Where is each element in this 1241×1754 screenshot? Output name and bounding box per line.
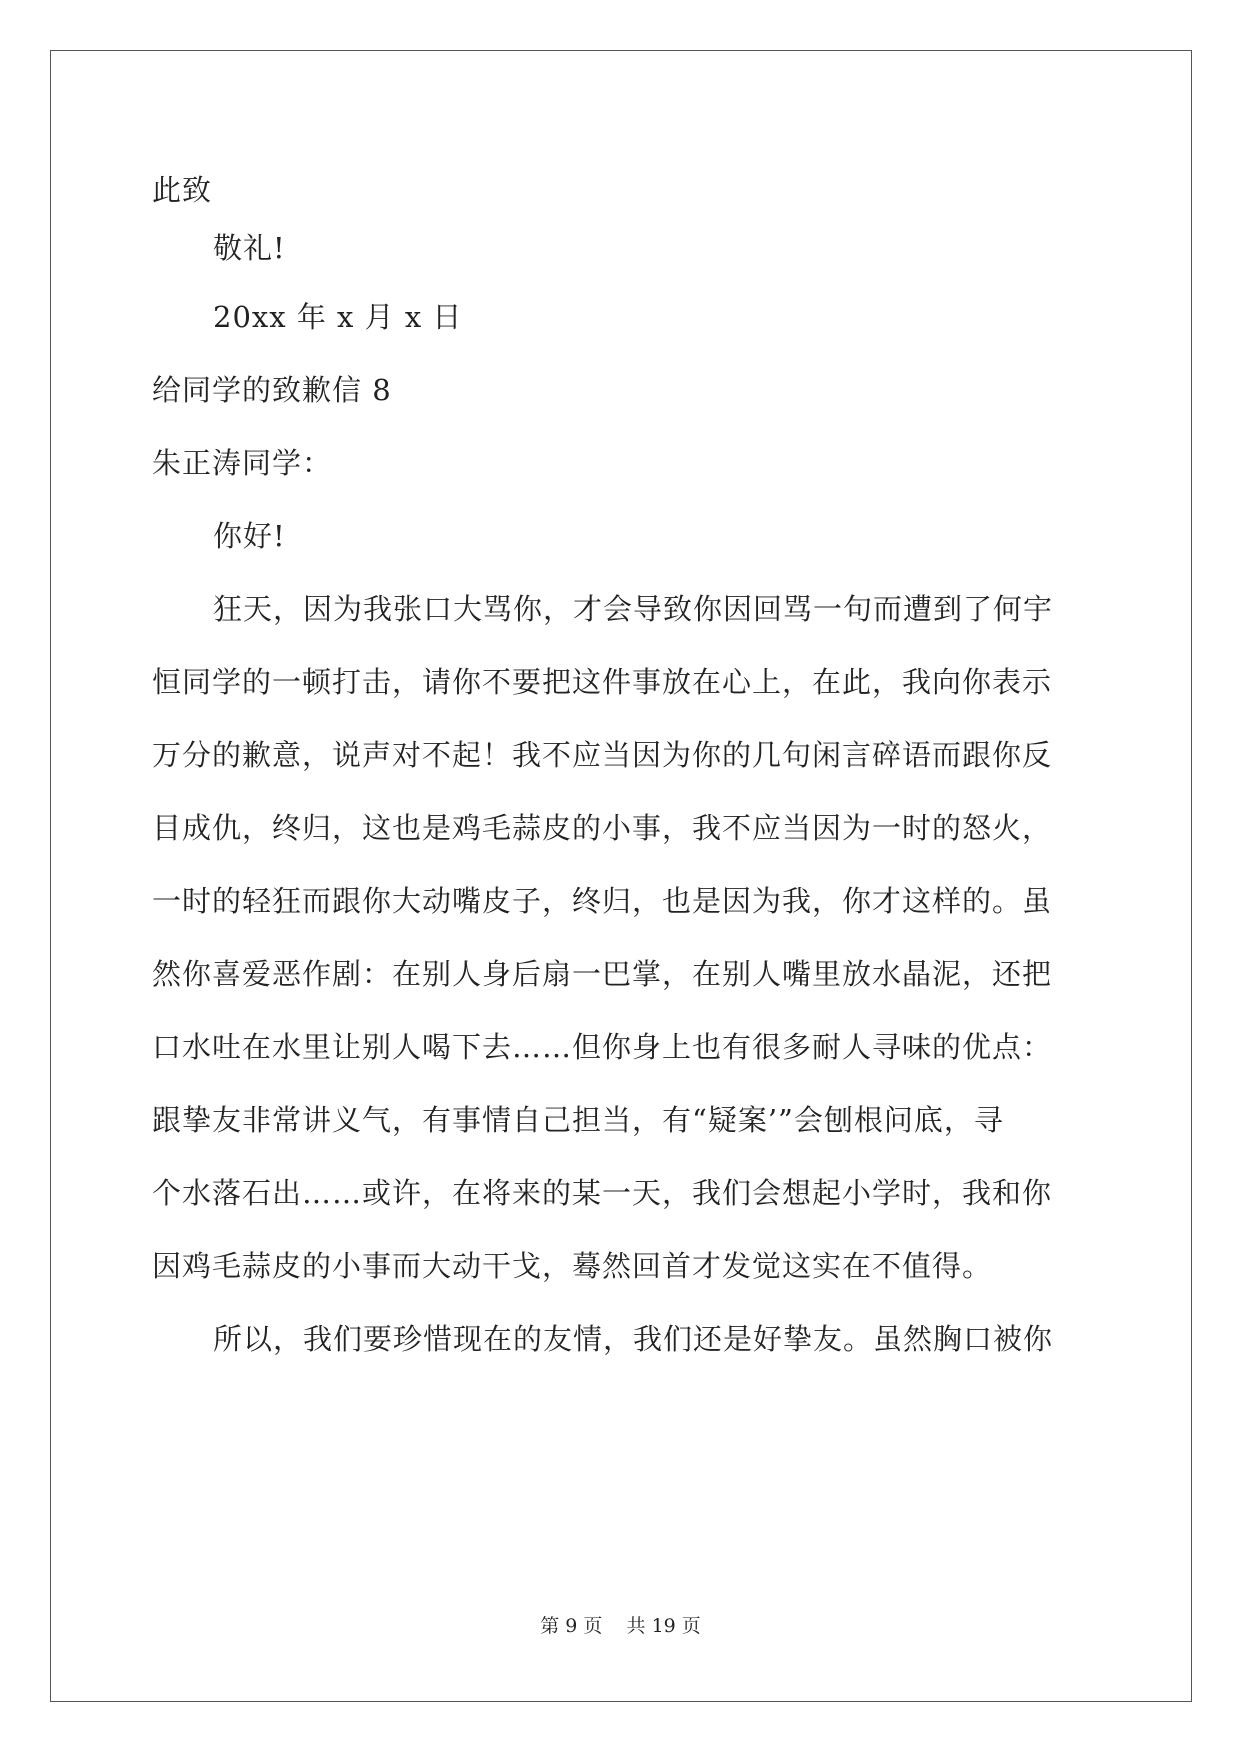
body-line: 万分的歉意，说声对不起！我不应当因为你的几句闲言碎语而跟你反 <box>152 738 1053 772</box>
body-line: 恒同学的一顿打击，请你不要把这件事放在心上，在此，我向你表示 <box>152 665 1053 699</box>
body-line: 个水落石出……或许，在将来的某一天，我们会想起小学时，我和你 <box>152 1176 1053 1210</box>
body-line: 一时的轻狂而跟你大动嘴皮子，终归，也是因为我，你才这样的。虽 <box>152 884 1053 918</box>
page-number-footer: 第 9 页 共 19 页 <box>540 1615 701 1637</box>
body-line: 目成仇，终归，这也是鸡毛蒜皮的小事，我不应当因为一时的怒火， <box>152 811 1053 845</box>
body-line: 所以，我们要珍惜现在的友情，我们还是好挚友。虽然胸口被你 <box>213 1322 1054 1356</box>
body-line: 然你喜爱恶作剧：在别人身后扇一巴掌，在别人嘴里放水晶泥，还把 <box>152 957 1053 991</box>
body-line: 口水吐在水里让别人喝下去……但你身上也有很多耐人寻味的优点： <box>152 1030 1053 1064</box>
greeting-line: 你好! <box>213 519 286 553</box>
letter-title: 给同学的致歉信 8 <box>152 373 392 407</box>
salute-line: 敬礼! <box>213 231 286 265</box>
date-line: 20xx 年 x 月 x 日 <box>213 300 463 334</box>
body-line: 因鸡毛蒜皮的小事而大动干戈，蓦然回首才发觉这实在不值得。 <box>152 1249 993 1283</box>
body-line: 跟挚友非常讲义气，有事情自己担当，有“疑案’”会刨根问底，寻 <box>152 1103 1004 1137</box>
closing-line: 此致 <box>152 173 213 207</box>
recipient-line: 朱正涛同学： <box>152 446 333 480</box>
body-line: 狂天，因为我张口大骂你，才会导致你因回骂一句而遭到了何宇 <box>213 592 1054 626</box>
